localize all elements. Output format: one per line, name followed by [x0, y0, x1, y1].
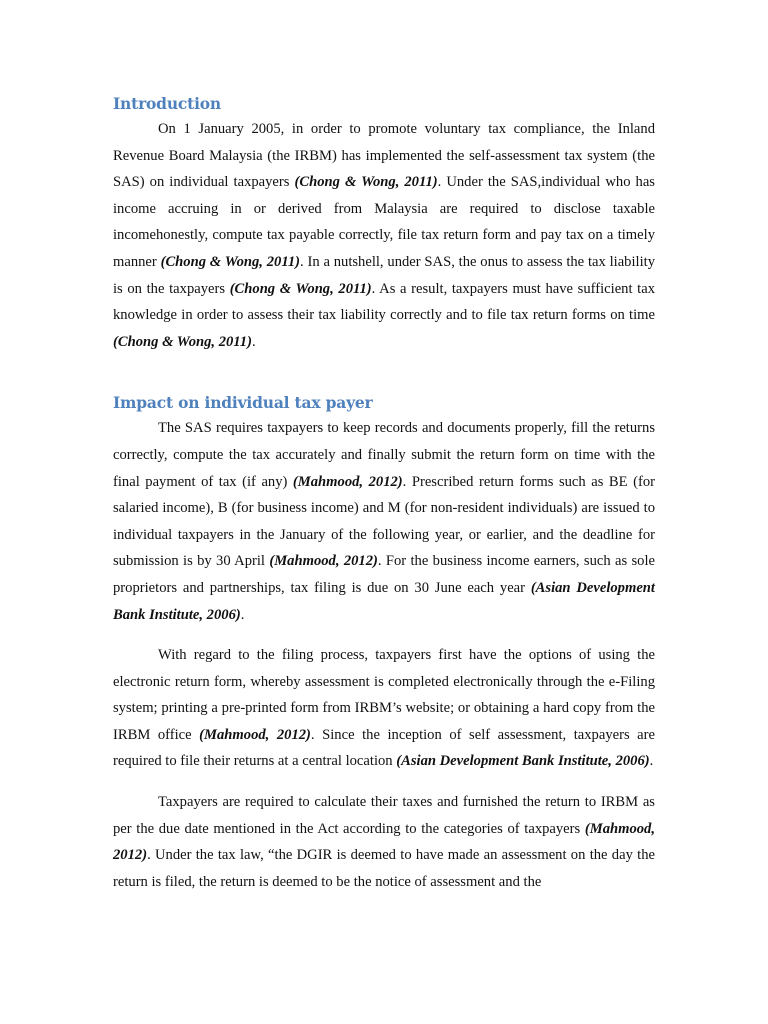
text: . Under the tax law, “the DGIR is deemed to have made an assessment on the day the return is filed, the return is deemed to be the notice of assessment and the: [113, 847, 655, 890]
citation: (Asian Development Bank Institute, 2006): [396, 753, 650, 770]
text: The SAS requires taxpayers to keep records and documents properly, fill the returns correctly, compute the tax accurately and finally submit the return form on time with the final payment of tax (if any): [113, 420, 655, 490]
citation: (Mahmood, 2012): [292, 473, 403, 490]
text: Taxpayers are required to calculate their taxes and furnished the return to IRBM as per the due date mentioned in the Act according to the categories of taxpayers: [113, 794, 655, 837]
text: With regard to the filing process, taxpayers first have the options of using the electronic return form, whereby assessment is completed electronically through the e-Filing system; printing a pre-printed form from IRBM’s website; or obtaining a hard copy from the IRBM office: [113, 647, 655, 743]
text: . Since the inception of self assessment, taxpayers are required to file their returns at a central location: [113, 726, 655, 770]
section-heading-impact: Impact on individual tax payer: [113, 393, 373, 413]
text: . In a nutshell, under SAS, the onus to assess the tax liability is on the taxpayers: [113, 253, 655, 297]
text: On 1 January 2005, in order to promote voluntary tax compliance, the Inland Revenue Board Malaysia (the IRBM) has implemented the self-assessment tax system (the SAS) on individual taxpayers: [113, 121, 655, 191]
citation: (Mahmood, 2012): [113, 820, 655, 864]
text: .: [251, 333, 256, 350]
text: . Prescribed return forms such as BE (for salaried income), B (for business income) and M (for non-resident individuals) are issued to individual taxpayers in the January of the following year, or earlier, and the deadline for submission is by 30 April: [113, 473, 655, 570]
text: . Under the SAS,individual who has income accruing in or derived from Malaysia are required to disclose taxable incomehonestly, compute tax payable correctly, file tax return form and pay tax on a timely manner: [113, 174, 655, 270]
text: .: [649, 753, 654, 770]
citation: (Mahmood, 2012): [269, 553, 378, 570]
citation: (Chong & Wong, 2011): [294, 174, 438, 191]
text: . As a result, taxpayers must have sufficient tax knowledge in order to assess their tax liability correctly and to file tax return forms on time: [113, 280, 656, 324]
paragraph: [113, 789, 655, 895]
document-page: [113, 92, 655, 895]
paragraph: [113, 415, 655, 628]
section-heading-introduction: Introduction: [113, 94, 221, 113]
text: .: [240, 606, 245, 623]
paragraph: [113, 116, 655, 355]
citation: (Mahmood, 2012): [199, 726, 311, 743]
citation: (Asian Development Bank Institute, 2006): [113, 579, 655, 623]
text: . For the business income earners, such as sole proprietors and partnerships, tax filing is due on 30 June each year: [113, 553, 656, 596]
citation: (Chong & Wong, 2011): [113, 333, 252, 350]
paragraph: [113, 642, 655, 775]
citation: (Chong & Wong, 2011): [229, 280, 372, 297]
citation: (Chong & Wong, 2011): [160, 253, 301, 270]
